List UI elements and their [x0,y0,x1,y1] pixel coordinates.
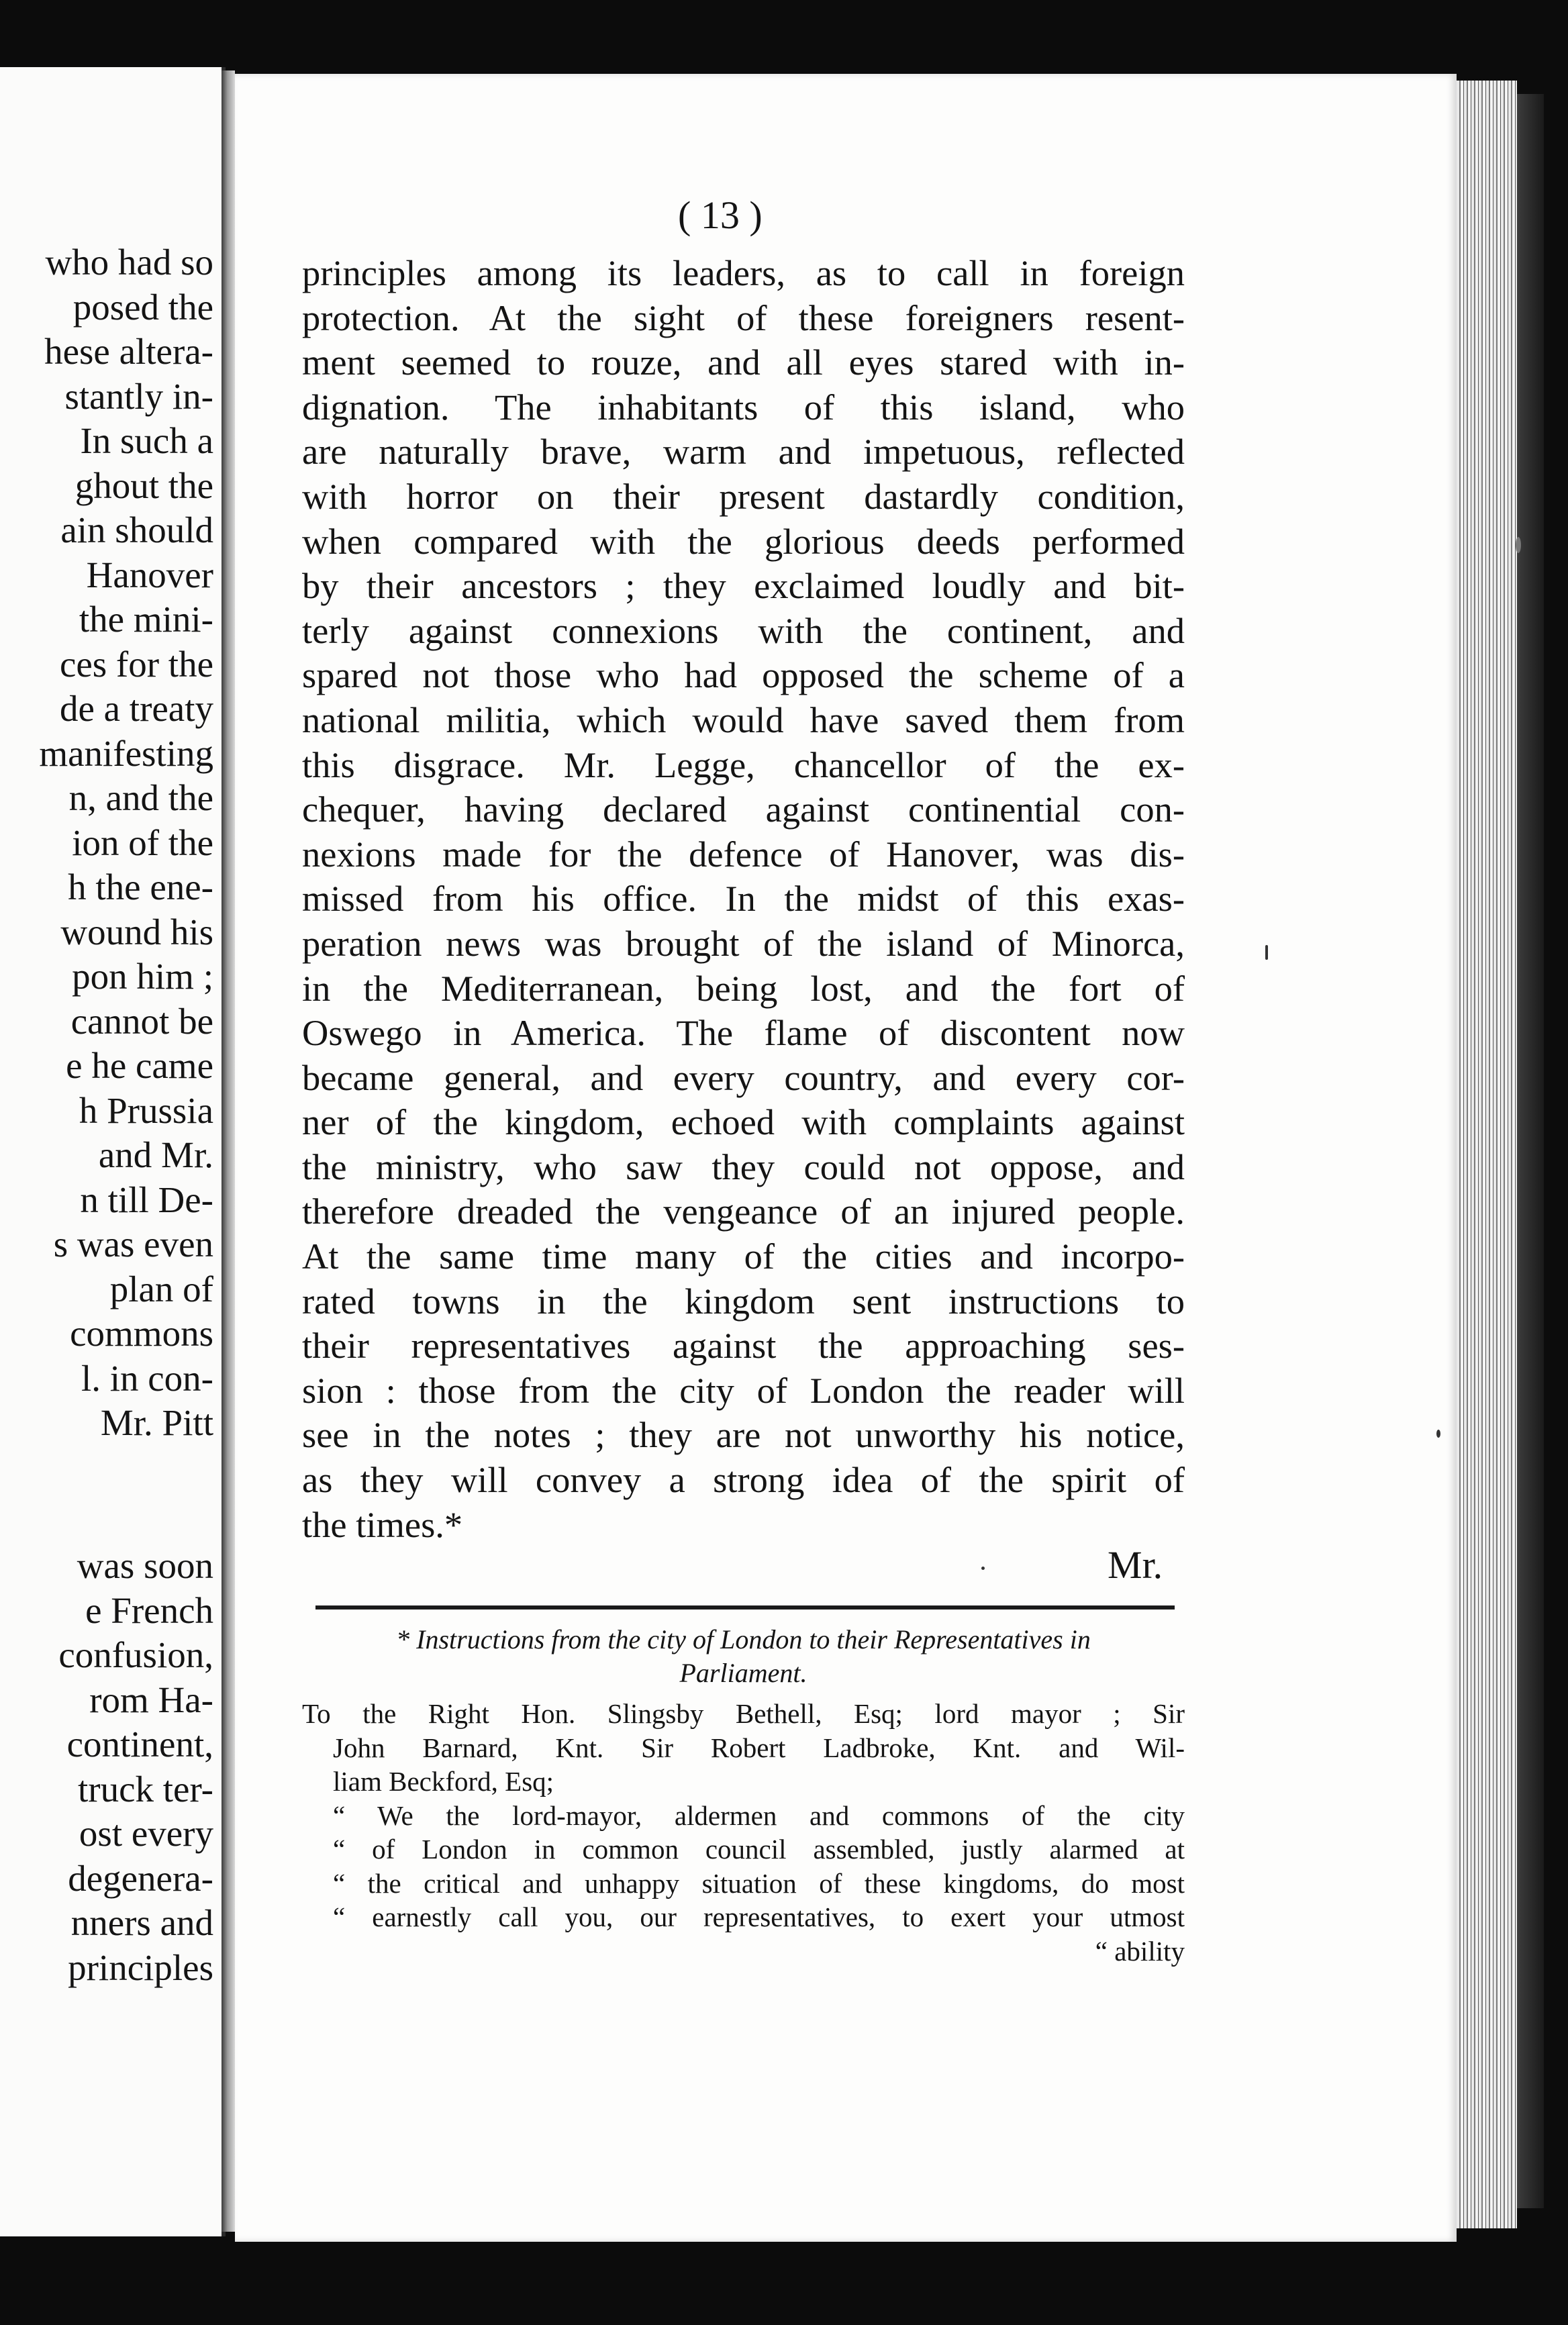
footnote-heading [302,1623,1185,1690]
text-line: by their ancestors ; they exclaimed loudly and bit- [302,565,1185,607]
footnote-line: “ We the lord-mayor, aldermen and commons of the city [333,1799,1185,1831]
text-line: with horror on their present dastardly condition, [302,475,1185,517]
text-line: principles among its leaders, as to call in foreign [302,252,1185,293]
text-line: this disgrace. Mr. Legge, chancellor of the ex- [302,744,1185,785]
text-line: chequer, having declared against continential con- [302,789,1185,830]
left-text-line: was soon [77,1545,213,1586]
text-line: ment seemed to rouze, and all eyes stared with in- [302,342,1185,383]
left-text-line: h Prussia [79,1089,213,1131]
footnote-line: “ earnestly call you, our representatives, to exert your utmost [333,1901,1185,1932]
left-text-line: degenera- [68,1857,213,1899]
text-line: ner of the kingdom, echoed with complaints against [302,1101,1185,1143]
footnote-line: To the Right Hon. Slingsby Bethell, Esq; lord mayor ; Sir [302,1698,1185,1729]
footnote-text [302,1697,1185,1968]
left-text-line: confusion, [58,1634,213,1675]
left-text-line: manifesting [39,732,213,774]
text-line: rated towns in the kingdom sent instructions to [302,1280,1185,1322]
left-text-line: plan of [109,1268,213,1309]
left-text-line: ces for the [59,643,213,685]
footnote-line: John Barnard, Knt. Sir Robert Ladbroke, Knt. and Wil- [333,1732,1185,1763]
left-text-line: cannot be [70,1000,213,1042]
left-text-line: ost every [79,1813,213,1854]
page-edges [1457,81,1517,2228]
book-cover-edge [1517,94,1544,2208]
footnote-line: “ of London in common council assembled, justly alarmed at [333,1834,1185,1865]
left-text-line: de a treaty [59,688,213,729]
text-line: the ministry, who saw they could not oppose, and [302,1146,1185,1187]
left-text-line: principles [68,1946,213,1988]
left-text-line: wound his [60,911,213,952]
main-text-block [302,251,1185,1547]
text-line: At the same time many of the cities and incorpo- [302,1236,1185,1277]
left-text-line: e he came [66,1045,213,1086]
left-text-line: n till De- [80,1179,213,1220]
left-text-line: the mini- [79,599,213,640]
left-text-line: nners and [70,1902,213,1943]
text-line: Oswego in America. The flame of discontent now [302,1012,1185,1054]
left-page-text-lower [58,1544,213,1990]
footnote-heading-line: * Instructions from the city of London to their Representatives in [396,1624,1091,1654]
scan-speck [1516,537,1521,553]
left-text-line: Hanover [86,554,213,595]
text-line: became general, and every country, and every cor- [302,1056,1185,1098]
left-text-line: stantly in- [64,375,213,417]
footnote-heading-line: Parliament. [679,1658,807,1688]
text-line: missed from his office. In the midst of this exas- [302,878,1185,920]
footnote-rule [315,1605,1175,1610]
footnote-line: liam Beckford, Esq; [333,1766,554,1797]
text-line: as they will convey a strong idea of the spirit of [302,1459,1185,1501]
text-line: therefore dreaded the vengeance of an injured people. [302,1191,1185,1232]
text-line: spared not those who had opposed the scheme of a [302,654,1185,696]
text-line: peration news was brought of the island of Minorca, [302,922,1185,964]
left-text-line: h the ene- [68,867,213,907]
left-text-line: n, and the [68,777,213,818]
book-gutter [222,70,235,2232]
text-line: see in the notes ; they are not unworthy his notice, [302,1414,1185,1456]
left-text-line: truck ter- [78,1768,213,1810]
text-line: in the Mediterranean, being lost, and the fort of [302,967,1185,1009]
left-text-line: ain should [60,509,213,550]
text-line: their representatives against the approaching ses- [302,1325,1185,1367]
left-text-line: posed the [72,286,213,328]
text-line: when compared with the glorious deeds performed [302,520,1185,562]
left-text-line: s was even [53,1224,213,1265]
text-line: terly against connexions with the continent, and [302,609,1185,651]
catchword: Mr. [1108,1543,1163,1587]
scan-speck [1265,945,1268,960]
left-text-line: l. in con- [81,1357,213,1399]
left-page-text-upper [39,240,213,1446]
text-line: protection. At the sight of these foreigners resent- [302,297,1185,338]
left-text-line: e French [85,1589,213,1631]
scan-speck [981,1567,985,1570]
left-page-fragment [0,67,226,2236]
left-text-line: commons [70,1313,213,1354]
text-line: are naturally brave, warm and impetuous, reflected [302,431,1185,473]
left-text-line: continent, [66,1724,213,1765]
left-text-line: ion of the [72,822,213,863]
left-text-line: pon him ; [72,956,213,997]
left-text-line: hese altera- [44,331,213,372]
left-text-line: ghout the [75,464,213,506]
text-line: the times.* [302,1503,463,1545]
text-line: dignation. The inhabitants of this island, who [302,386,1185,428]
scan-speck [1436,1430,1440,1438]
footnote-line: “ ability [1095,1935,1185,1967]
text-line: national militia, which would have saved them from [302,699,1185,740]
left-text-line: and Mr. [98,1134,213,1175]
text-line: nexions made for the defence of Hanover, was dis- [302,833,1185,875]
left-text-line: who had so [45,242,213,283]
page-number: ( 13 ) [678,193,763,237]
text-line: sion : those from the city of London the reader will [302,1369,1185,1411]
left-text-line: rom Ha- [89,1679,213,1720]
left-text-line: Mr. Pitt [100,1402,213,1443]
footnote-line: “ the critical and unhappy situation of these kingdoms, do most [333,1867,1185,1899]
left-text-line: In such a [80,420,213,461]
